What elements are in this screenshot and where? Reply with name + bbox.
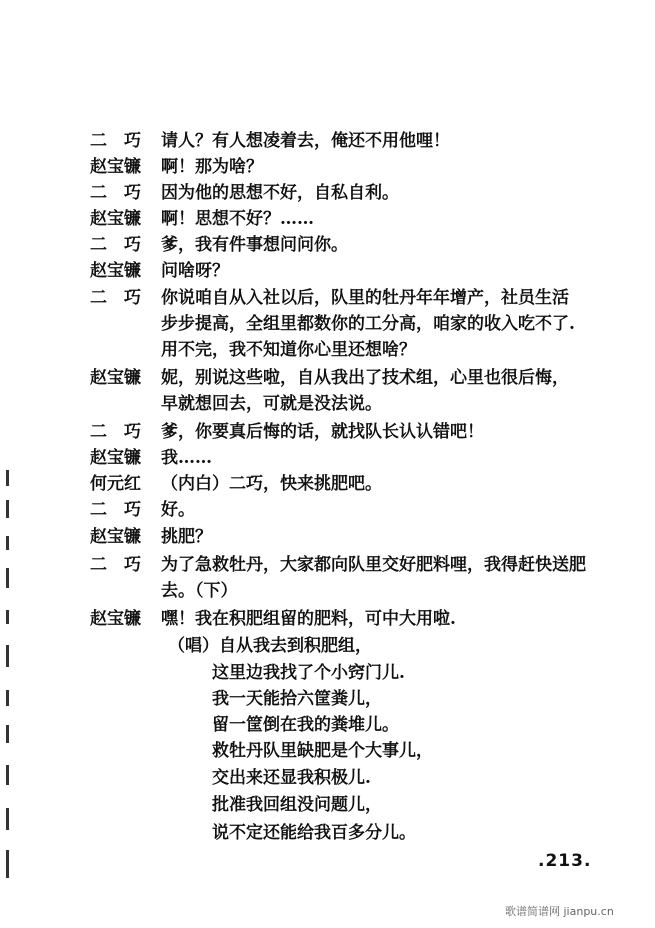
- song-heading-line: [0, 633, 655, 659]
- speaker-name: 二 巧: [90, 500, 141, 520]
- scan-edge-mark: [6, 610, 9, 624]
- dialogue-line: [0, 552, 655, 578]
- dialogue-text: 用不完，我不知道你心里还想啥？: [161, 340, 416, 360]
- dialogue-text: 因为他的思想不好，自私自利。: [161, 183, 399, 203]
- speaker-name: 何元红: [90, 474, 141, 494]
- speaker-name: 二 巧: [90, 555, 141, 575]
- speaker-name: 赵宝镰: [90, 448, 141, 468]
- scan-edge-mark: [6, 850, 9, 878]
- dialogue-text: 你说咱自从入社以后，队里的牡丹年年增产，社员生活: [161, 288, 569, 308]
- song-line: [0, 820, 655, 846]
- scan-edge-mark: [6, 500, 9, 518]
- page-number: .213.: [538, 851, 592, 871]
- dialogue-text: 请人？有人想凌着去，俺还不用他哩！: [161, 131, 450, 151]
- dialogue-text: 问啥呀？: [161, 261, 229, 281]
- song-text: 我一天能拾六筐粪儿，: [212, 689, 382, 709]
- dialogue-line: [0, 206, 655, 232]
- dialogue-text: 嘿！我在积肥组留的肥料，可中大用啦.: [161, 609, 456, 629]
- dialogue-text: 爹，我有件事想问问你。: [161, 235, 348, 255]
- dialogue-line: [0, 285, 655, 311]
- dialogue-text: 步步提高，全组里都数你的工分高，咱家的收入吃不了.: [161, 314, 575, 334]
- dialogue-continuation: [0, 337, 655, 363]
- dialogue-line: [0, 258, 655, 284]
- song-text: 批准我回组没问题儿，: [212, 795, 382, 815]
- dialogue-text: 爹，你要真后悔的话，就找队长认认错吧！: [161, 422, 484, 442]
- dialogue-text: 啊！那为啥？: [161, 157, 263, 177]
- song-line: [0, 712, 655, 738]
- dialogue-continuation: [0, 578, 655, 604]
- dialogue-continuation: [0, 311, 655, 337]
- song-line: [0, 660, 655, 686]
- song-text: 说不定还能给我百多分儿。: [212, 823, 416, 843]
- speaker-name: 赵宝镰: [90, 261, 141, 281]
- speaker-name: 赵宝镰: [90, 527, 141, 547]
- speaker-name: 二 巧: [90, 131, 141, 151]
- dialogue-text: 早就想回去，可就是没法说。: [161, 394, 382, 414]
- dialogue-line: [0, 419, 655, 445]
- dialogue-text: 啊！思想不好？……: [161, 209, 314, 229]
- speaker-name: 二 巧: [90, 183, 141, 203]
- song-line: [0, 686, 655, 712]
- dialogue-line: [0, 232, 655, 258]
- song-text: 留一筐倒在我的粪堆儿。: [212, 715, 399, 735]
- song-text: 救牡丹队里缺肥是个大事儿，: [212, 741, 433, 761]
- song-text: 交出来还显我积极儿.: [212, 768, 371, 788]
- speaker-name: 赵宝镰: [90, 209, 141, 229]
- song-line: [0, 792, 655, 818]
- scan-edge-mark: [6, 568, 9, 588]
- dialogue-text: 为了急救牡丹，大家都向队里交好肥料哩，我得赶快送肥: [161, 555, 586, 575]
- scan-edge-mark: [6, 765, 9, 785]
- dialogue-line: [0, 445, 655, 471]
- dialogue-text: 我……: [161, 448, 212, 468]
- song-heading: （唱）自从我去到积肥组，: [168, 636, 372, 656]
- dialogue-text: 去。（下）: [161, 581, 238, 601]
- dialogue-line: [0, 180, 655, 206]
- dialogue-text: 好。: [161, 500, 195, 520]
- dialogue-line: [0, 471, 655, 497]
- dialogue-line: [0, 497, 655, 523]
- dialogue-line: [0, 524, 655, 550]
- dialogue-text: （内白）二巧，快来挑肥吧。: [161, 474, 382, 494]
- scan-edge-mark: [6, 808, 9, 830]
- speaker-name: 二 巧: [90, 422, 141, 442]
- speaker-name: 二 巧: [90, 235, 141, 255]
- song-text: 这里边我找了个小窍门儿.: [212, 663, 405, 683]
- dialogue-text: 挑肥？: [161, 527, 212, 547]
- watermark: 歌谱简谱网 jianpu.cn: [505, 905, 614, 918]
- scan-edge-mark: [6, 645, 9, 667]
- scan-edge-mark: [6, 690, 9, 706]
- dialogue-text: 妮，别说这些啦，自从我出了技术组，心里也很后悔，: [161, 368, 569, 388]
- scan-edge-mark: [6, 725, 9, 743]
- dialogue-continuation: [0, 391, 655, 417]
- dialogue-line: [0, 154, 655, 180]
- dialogue-line: [0, 365, 655, 391]
- dialogue-line: [0, 128, 655, 154]
- song-line: [0, 738, 655, 764]
- song-line: [0, 765, 655, 791]
- speaker-name: 赵宝镰: [90, 609, 141, 629]
- speaker-name: 赵宝镰: [90, 157, 141, 177]
- dialogue-line: [0, 606, 655, 632]
- scan-edge-mark: [6, 536, 9, 550]
- speaker-name: 赵宝镰: [90, 368, 141, 388]
- speaker-name: 二 巧: [90, 288, 141, 308]
- scan-edge-mark: [6, 470, 9, 486]
